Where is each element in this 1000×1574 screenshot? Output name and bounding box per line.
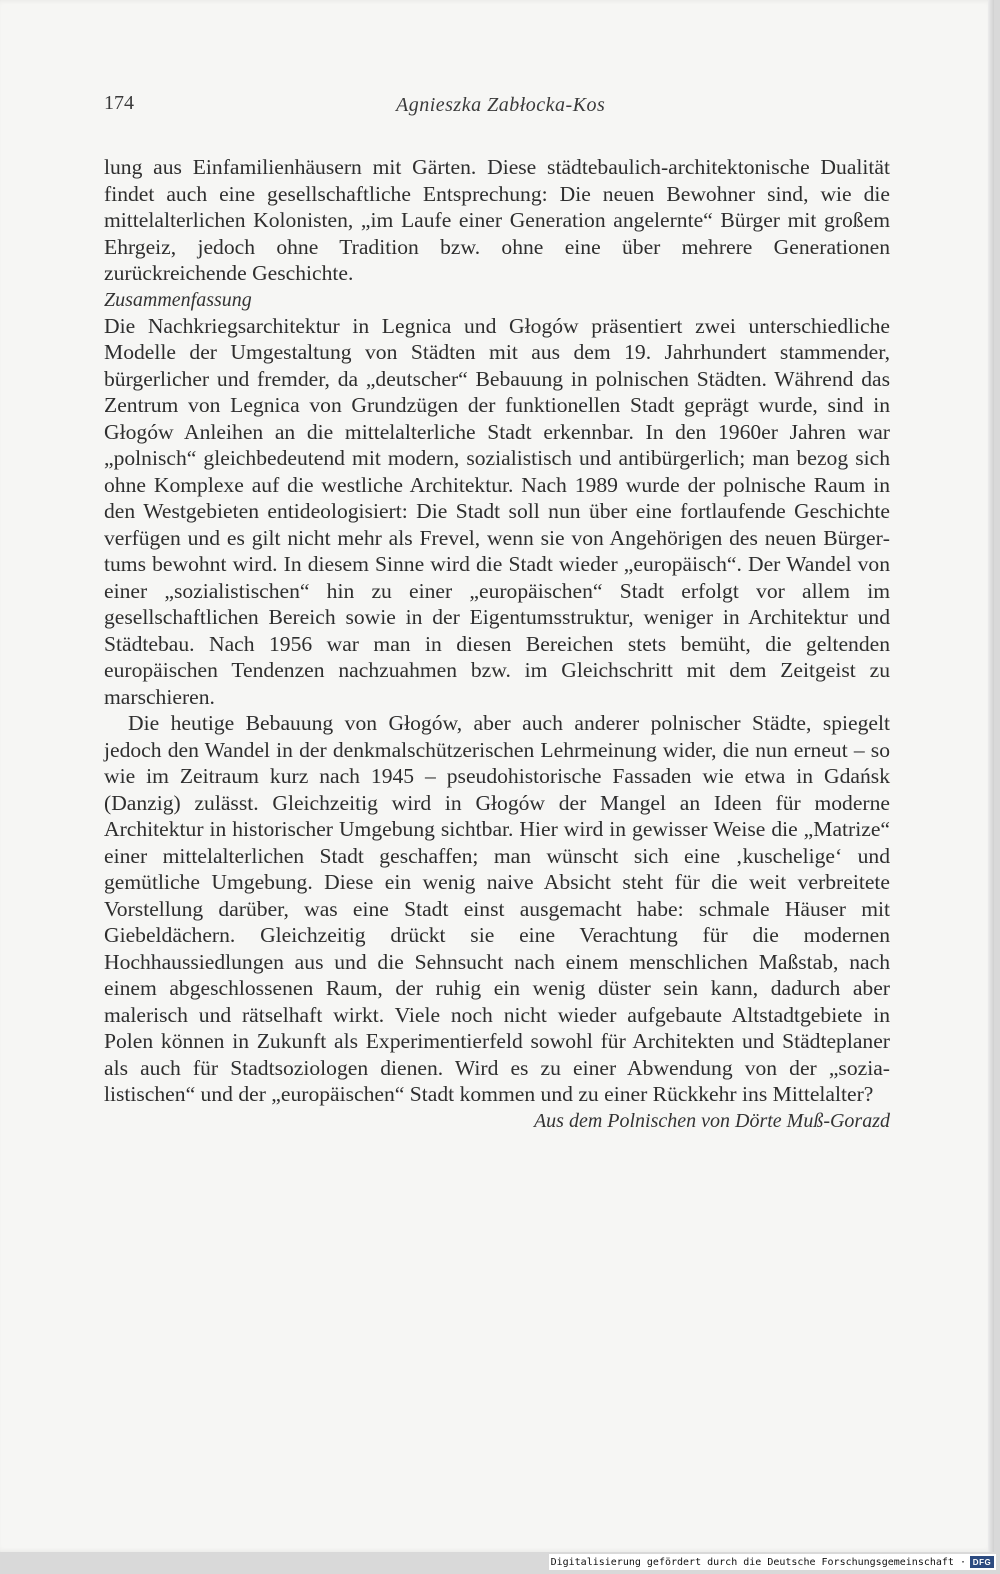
summary-paragraph-1: Die Nachkriegsarchitektur in Legnica und Głogów präsentiert zwei unterschiedliche Modelle der Umgestaltung von Städten mit aus dem 19. Jahrhundert stammender, bürgerlicher und fremder, da „deutscher“ Bebauung in polnischen Städten. Während das Zentrum von Legnica von Grundzügen der funktionellen Stadt geprägt wurde, sind in Głogów Anleihen an die mittelalterliche Stadt erkennbar. In den 1960er Jahren war „polnisch“ gleichbedeutend mit modern, sozialistisch und antibürgerlich; man bezog sich ohne Komplexe auf die westliche Architektur. Nach 1989 wurde der polnische Raum in den Westgebieten entideologisiert: Die Stadt soll nun über eine fortlaufende Geschichte verfügen und es gilt nicht mehr als Frevel, wenn sie von Angehörigen des neuen Bürgertums bewohnt wird. In diesem Sinne wird die Stadt wieder „europäisch“. Der Wandel von einer „sozialistischen“ hin zu einer „europäischen“ Stadt erfolgt vor allem im gesellschaftlichen Bereich sowie in der Eigentumsstruktur, weniger in Architektur und Städtebau. Nach 1956 war man in diesen Bereichen stets bemüht, die geltenden europäischen Tendenzen nachzuahmen bzw. im Gleichschritt mit dem Zeitgeist zu marschieren. <box>104 313 890 709</box>
dfg-logo: DFG <box>970 1556 994 1568</box>
intro-paragraph: lung aus Einfamilienhäusern mit Gärten. Diese städtebaulich-architektonische Dualität findet auch eine gesellschaftliche Entsprechung: Die neuen Bewohner sind, wie die mittelalterlichen Kolonisten, „im Laufe einer Generation angelernte“ Bürger mit großem Ehrgeiz, jedoch ohne Tradition bzw. ohne eine über mehrere Generationen zurückreichende Geschichte. <box>104 155 890 285</box>
running-title: Agnieszka Zabłocka-Kos <box>396 94 606 116</box>
running-head <box>104 92 894 124</box>
translation-credit: Aus dem Polnischen von Dörte Muß-Gorazd <box>533 1109 890 1132</box>
body-text <box>104 154 890 1134</box>
section-heading: Zusammenfassung <box>104 288 252 311</box>
summary-paragraph-2: Die heutige Bebauung von Głogów, aber auch anderer polnischer Städte, spiegelt jedoch den Wandel in der denkmalschützerischen Lehrmeinung wider, die nun erneut – so wie im Zeitraum kurz nach 1945 – pseudohistorische Fassaden wie etwa in Gdańsk (Danzig) zulässt. Gleichzeitig wird in Głogów der Mangel an Ideen für moderne Architektur in historischer Umgebung sichtbar. Hier wird in gewisser Weise die „Matrize“ einer mittelalterlichen Stadt geschaffen; man wünscht sich eine ‚kuschelige‘ und gemütliche Umgebung. Diese ein wenig naive Absicht steht für die weit verbreitete Vorstellung darüber, was eine Stadt einst ausgemacht habe: schmale Häuser mit Giebeldächern. Gleichzeitig drückt sie eine Verachtung für die modernen Hochhaussiedlungen aus und die Sehnsucht nach einem menschlichen Maßstab, nach einem abgeschlossenen Raum, der ruhig ein wenig düster sein kann, dadurch aber malerisch und rätselhaft wirkt. Viele noch nicht wieder aufgebaute Altstadtgebiete in Polen können in Zukunft als Experimentierfeld sowohl für Architekten und Städteplaner als auch für Stadtsoziologen dienen. Wird es zu einer Abwendung von der „sozialistischen“ und der „europäischen“ Stadt kommen und zu einer Rückkehr ins Mittelalter? <box>104 711 890 1106</box>
funding-note: Digitalisierung gefördert durch die Deutsche Forschungsgemeinschaft · <box>550 1556 966 1568</box>
digitization-footer <box>549 1554 996 1570</box>
page-number: 174 <box>104 92 134 114</box>
